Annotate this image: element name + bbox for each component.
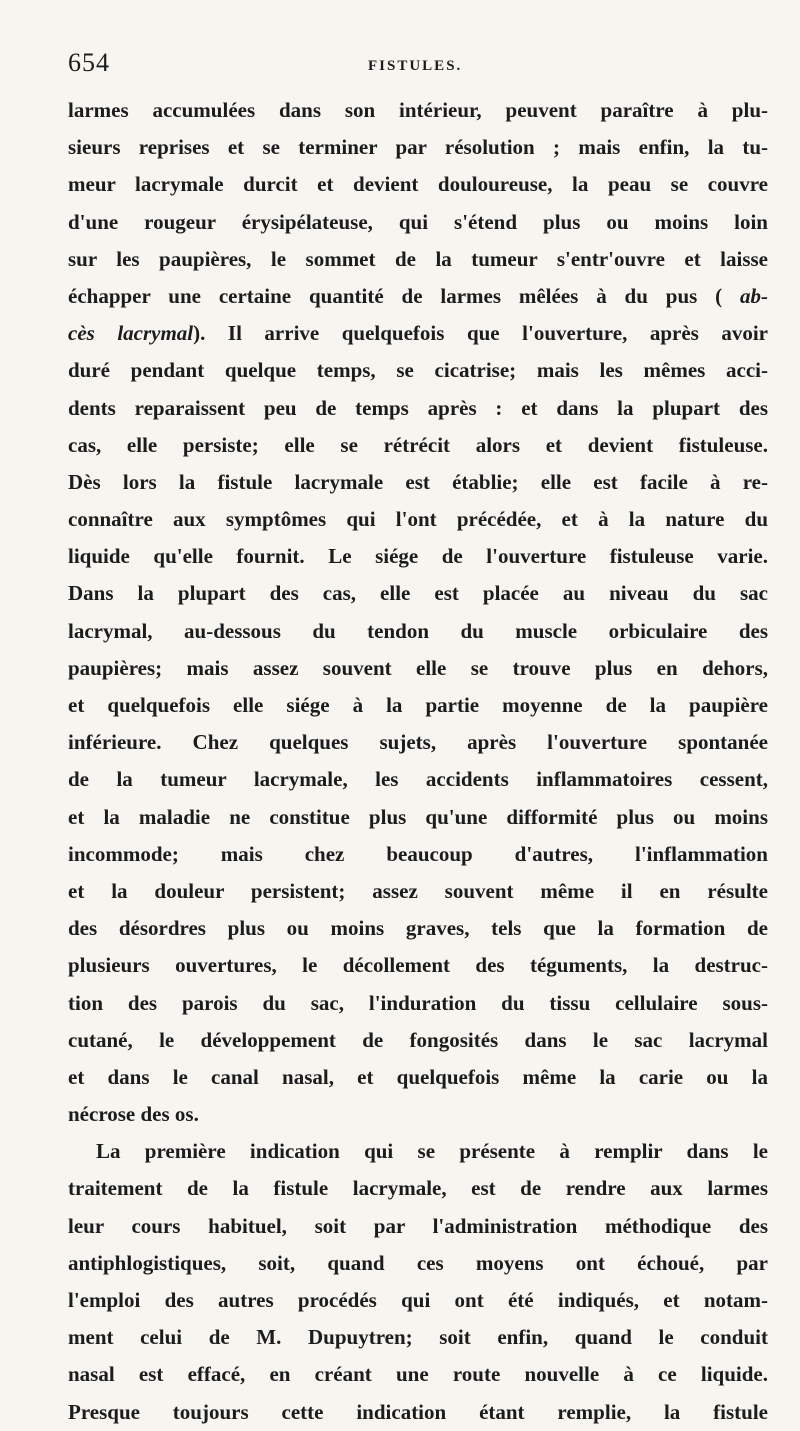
text-line: inférieure. Chez quelques sujets, après l'ouverture spontanée — [68, 730, 768, 755]
text-line-with-term — [68, 315, 768, 352]
text-line: connaître aux symptômes qui l'ont précédée, et à la nature du — [68, 507, 768, 532]
text-line: et la douleur persistent; assez souvent même il en résulte — [68, 878, 768, 903]
running-title: FISTULES. — [368, 58, 463, 74]
text-line: meur lacrymale durcit et devient douloureuse, la peau se couvre — [68, 172, 768, 197]
text-line: paupières; mais assez souvent elle se trouve plus en dehors, — [68, 655, 768, 680]
text-line: ment celui de M. Dupuytren; soit enfin, quand le conduit — [68, 1325, 768, 1350]
text-line: cas, elle persiste; elle se rétrécit alors et devient fistuleuse. — [68, 432, 768, 457]
text-line: leur cours habituel, soit par l'administration méthodique des — [68, 1213, 768, 1238]
text-line: des désordres plus ou moins graves, tels que la formation de — [68, 916, 768, 941]
text-line-with-term — [68, 278, 768, 315]
book-page — [68, 48, 768, 1424]
italic-term: cès lacrymal — [68, 321, 194, 346]
text-line: sieurs reprises et se terminer par résolution ; mais enfin, la tu- — [68, 135, 768, 160]
text-line: et quelquefois elle siége à la partie moyenne de la paupière — [68, 693, 768, 717]
page-number: 654 — [68, 48, 110, 77]
text-line: antiphlogistiques, soit, quand ces moyens ont échoué, par — [68, 1250, 768, 1275]
text-line: nasal est effacé, en créant une route nouvelle à ce liquide. — [68, 1362, 768, 1387]
text-line: Dans la plupart des cas, elle est placée au niveau du sac — [68, 581, 768, 606]
page-header — [68, 48, 768, 88]
text-line: Presque toujours cette indication étant remplie, la fistule — [68, 1399, 768, 1424]
text-line: l'emploi des autres procédés qui ont été indiqués, et notam- — [68, 1288, 768, 1312]
text-line: et la maladie ne constitue plus qu'une difformité plus ou moins — [68, 804, 768, 829]
text-line: et dans le canal nasal, et quelquefois même la carie ou la — [68, 1064, 768, 1089]
text-line: plusieurs ouvertures, le décollement des téguments, la destruc- — [68, 953, 768, 978]
text-line: lacrymal, au-dessous du tendon du muscle orbiculaire des — [68, 618, 768, 643]
text-line: duré pendant quelque temps, se cicatrise; mais les mêmes acci- — [68, 358, 768, 383]
text-line: liquide qu'elle fournit. Le siége de l'ouverture fistuleuse varie. — [68, 544, 768, 569]
text-line: nécrose des os. — [68, 1102, 199, 1127]
text-line: incommode; mais chez beaucoup d'autres, l'inflammation — [68, 841, 768, 866]
text-line: larmes accumulées dans son intérieur, peuvent paraître à plu- — [68, 98, 768, 122]
text-line: Dès lors la fistule lacrymale est établie; elle est facile à re- — [68, 469, 768, 494]
text-line: sur les paupières, le sommet de la tumeur s'entr'ouvre et laisse — [68, 246, 768, 271]
text-line: traitement de la fistule lacrymale, est de rendre aux larmes — [68, 1176, 768, 1201]
body-text — [68, 92, 768, 1431]
text-segment: ). Il arrive quelquefois que l'ouverture, après avoir — [193, 321, 768, 346]
italic-term: ab- — [740, 283, 768, 308]
text-segment: échapper une certaine quantité de larmes mêlées à du pus ( — [68, 283, 723, 308]
text-line: tion des parois du sac, l'induration du tissu cellulaire sous- — [68, 990, 768, 1015]
text-line: dents reparaissent peu de temps après : et dans la plupart des — [68, 395, 768, 420]
text-line: de la tumeur lacrymale, les accidents inflammatoires cessent, — [68, 767, 768, 792]
text-line: La première indication qui se présente à remplir dans le — [96, 1139, 768, 1164]
text-line: cutané, le développement de fongosités dans le sac lacrymal — [68, 1027, 768, 1052]
text-line: d'une rougeur érysipélateuse, qui s'étend plus ou moins loin — [68, 209, 768, 234]
